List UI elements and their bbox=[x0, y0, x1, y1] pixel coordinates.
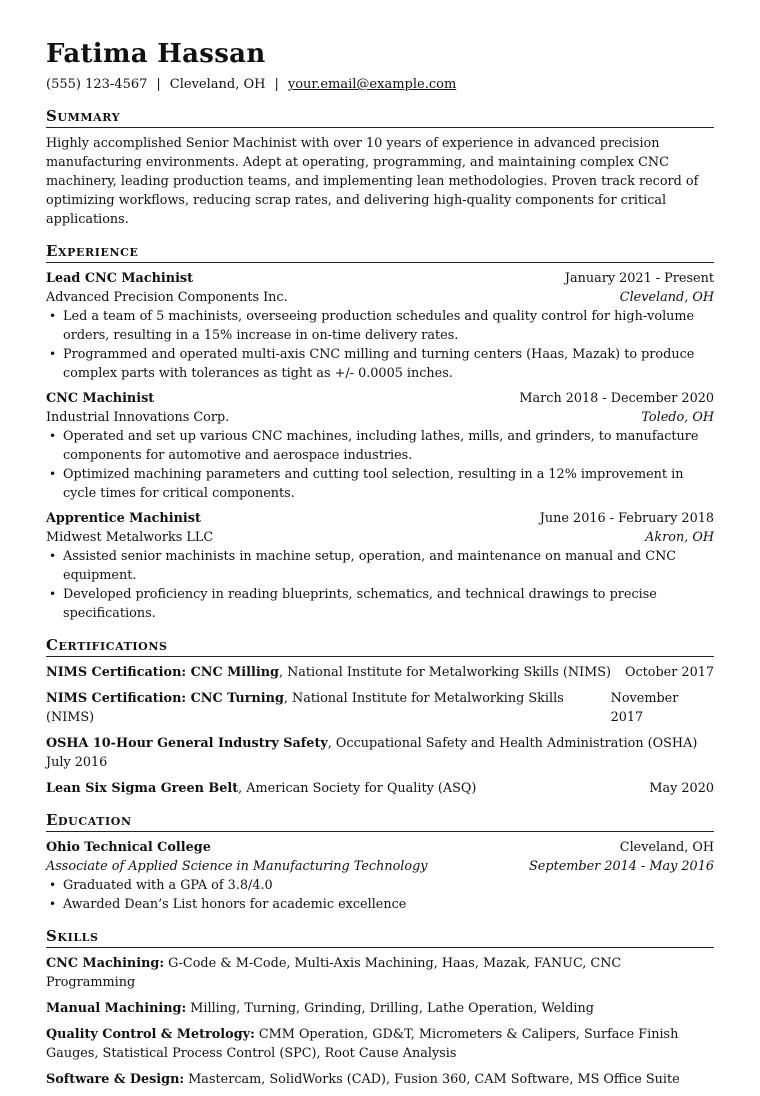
cert-issuer: , National Institute for Metalworking Skills (NIMS) bbox=[278, 665, 611, 680]
job-entry bbox=[46, 269, 714, 383]
education-section bbox=[46, 811, 714, 914]
skill-text: Mastercam, SolidWorks (CAD), Fusion 360, CAM Software, MS Office Suite bbox=[184, 1072, 680, 1087]
skill-label: Manual Machining: bbox=[46, 1001, 187, 1016]
contact-separator: | bbox=[274, 77, 279, 92]
cert-name: NIMS Certification: CNC Turning bbox=[46, 691, 284, 706]
job-bullet: • Assisted senior machinists in machine setup, operation, and maintenance on manual and CNC equipment. bbox=[49, 549, 677, 583]
skill-label: Quality Control & Metrology: bbox=[46, 1027, 255, 1042]
certification-item bbox=[46, 663, 714, 682]
job-entry bbox=[46, 509, 714, 623]
education-bullet: • Awarded Dean’s List honors for academic excellence bbox=[49, 897, 407, 912]
summary-text: Highly accomplished Senior Machinist with over 10 years of experience in advanced precision manufacturing environments. Adept at operating, programming, and maintaining complex CNC machinery, leading production teams, and implementing lean methodologies. Proven track record of optimizing workflows, reducing scrap rates, and delivering high-quality components for critical applications. bbox=[46, 136, 699, 227]
location: Cleveland, OH bbox=[169, 77, 266, 92]
section-title-skills: Skills bbox=[46, 927, 714, 948]
job-bullet: • Led a team of 5 machinists, overseeing production schedules and quality control for high-volume orders, resulting in a 15% increase in on-time delivery rates. bbox=[49, 309, 695, 343]
cert-name: NIMS Certification: CNC Milling bbox=[46, 665, 279, 680]
job-location: Akron, OH bbox=[645, 530, 714, 545]
job-bullet: • Operated and set up various CNC machines, including lathes, mills, and grinders, to manufacture components for automotive and aerospace industries. bbox=[49, 429, 699, 463]
cert-issuer: , Occupational Safety and Health Administration (OSHA) bbox=[327, 736, 698, 751]
job-location: Toledo, OH bbox=[641, 410, 714, 425]
certifications-section bbox=[46, 636, 714, 798]
section-title-education: Education bbox=[46, 811, 714, 832]
job-dates: March 2018 - December 2020 bbox=[519, 391, 714, 406]
skill-text: Milling, Turning, Grinding, Drilling, Lathe Operation, Welding bbox=[186, 1001, 594, 1016]
skill-item bbox=[46, 1070, 714, 1089]
cert-name: OSHA 10-Hour General Industry Safety bbox=[46, 736, 328, 751]
cert-date: July 2016 bbox=[46, 755, 108, 770]
candidate-name: Fatima Hassan bbox=[46, 39, 266, 69]
certification-item bbox=[46, 779, 714, 798]
email-link[interactable]: your.email@example.com bbox=[287, 77, 457, 92]
job-bullet: • Programmed and operated multi-axis CNC milling and turning centers (Haas, Mazak) to produce complex parts with tolerances as tight as +/- 0.0005 inches. bbox=[49, 347, 695, 381]
school-name: Ohio Technical College bbox=[46, 840, 211, 855]
job-company: Midwest Metalworks LLC bbox=[46, 530, 214, 545]
job-title: CNC Machinist bbox=[46, 391, 155, 406]
job-dates: January 2021 - Present bbox=[564, 271, 714, 286]
section-title-certifications: Certifications bbox=[46, 636, 714, 657]
experience-section bbox=[46, 242, 714, 623]
cert-date: May 2020 bbox=[649, 781, 714, 796]
resume-page bbox=[46, 0, 714, 1096]
skills-section bbox=[46, 927, 714, 1089]
job-location: Cleveland, OH bbox=[619, 290, 714, 305]
job-title: Lead CNC Machinist bbox=[46, 271, 194, 286]
job-company: Industrial Innovations Corp. bbox=[46, 410, 230, 425]
section-title-summary: Summary bbox=[46, 107, 714, 128]
degree: Associate of Applied Science in Manufacturing Technology bbox=[46, 859, 428, 874]
education-dates: September 2014 - May 2016 bbox=[529, 859, 714, 874]
cert-date: November 2017 bbox=[610, 691, 679, 725]
school-location: Cleveland, OH bbox=[619, 840, 714, 855]
cert-date: October 2017 bbox=[624, 665, 714, 680]
summary-section bbox=[46, 107, 714, 229]
skill-text: G-Code & M-Code, Multi-Axis Machining, Haas, Mazak, FANUC, CNC Programming bbox=[46, 956, 622, 990]
contact-line bbox=[46, 77, 714, 93]
cert-issuer: , American Society for Quality (ASQ) bbox=[238, 781, 477, 796]
skill-item bbox=[46, 1025, 714, 1063]
contact-separator: | bbox=[156, 77, 161, 92]
cert-name: Lean Six Sigma Green Belt bbox=[46, 781, 239, 796]
phone-number: (555) 123-4567 bbox=[46, 77, 148, 92]
cert-issuer: , National Institute for Metalworking Skills (NIMS) bbox=[46, 691, 564, 725]
job-company: Advanced Precision Components Inc. bbox=[46, 290, 288, 305]
section-title-experience: Experience bbox=[46, 242, 714, 263]
certification-item bbox=[46, 689, 714, 727]
skill-item bbox=[46, 954, 714, 992]
job-bullet: • Optimized machining parameters and cutting tool selection, resulting in a 12% improvement in cycle times for critical components. bbox=[49, 467, 684, 501]
skill-item bbox=[46, 999, 714, 1018]
job-dates: June 2016 - February 2018 bbox=[539, 511, 714, 526]
certification-item bbox=[46, 734, 714, 772]
skill-label: Software & Design: bbox=[46, 1072, 185, 1087]
skill-label: CNC Machining: bbox=[46, 956, 165, 971]
skill-text: CMM Operation, GD&T, Micrometers & Calipers, Surface Finish Gauges, Statistical Process Control (SPC), Root Cause Analysis bbox=[46, 1027, 679, 1061]
job-entry bbox=[46, 389, 714, 503]
job-title: Apprentice Machinist bbox=[46, 511, 201, 526]
job-bullet: • Developed proficiency in reading blueprints, schematics, and technical drawings to precise specifications. bbox=[49, 587, 657, 621]
education-bullet: • Graduated with a GPA of 3.8/4.0 bbox=[49, 878, 273, 893]
